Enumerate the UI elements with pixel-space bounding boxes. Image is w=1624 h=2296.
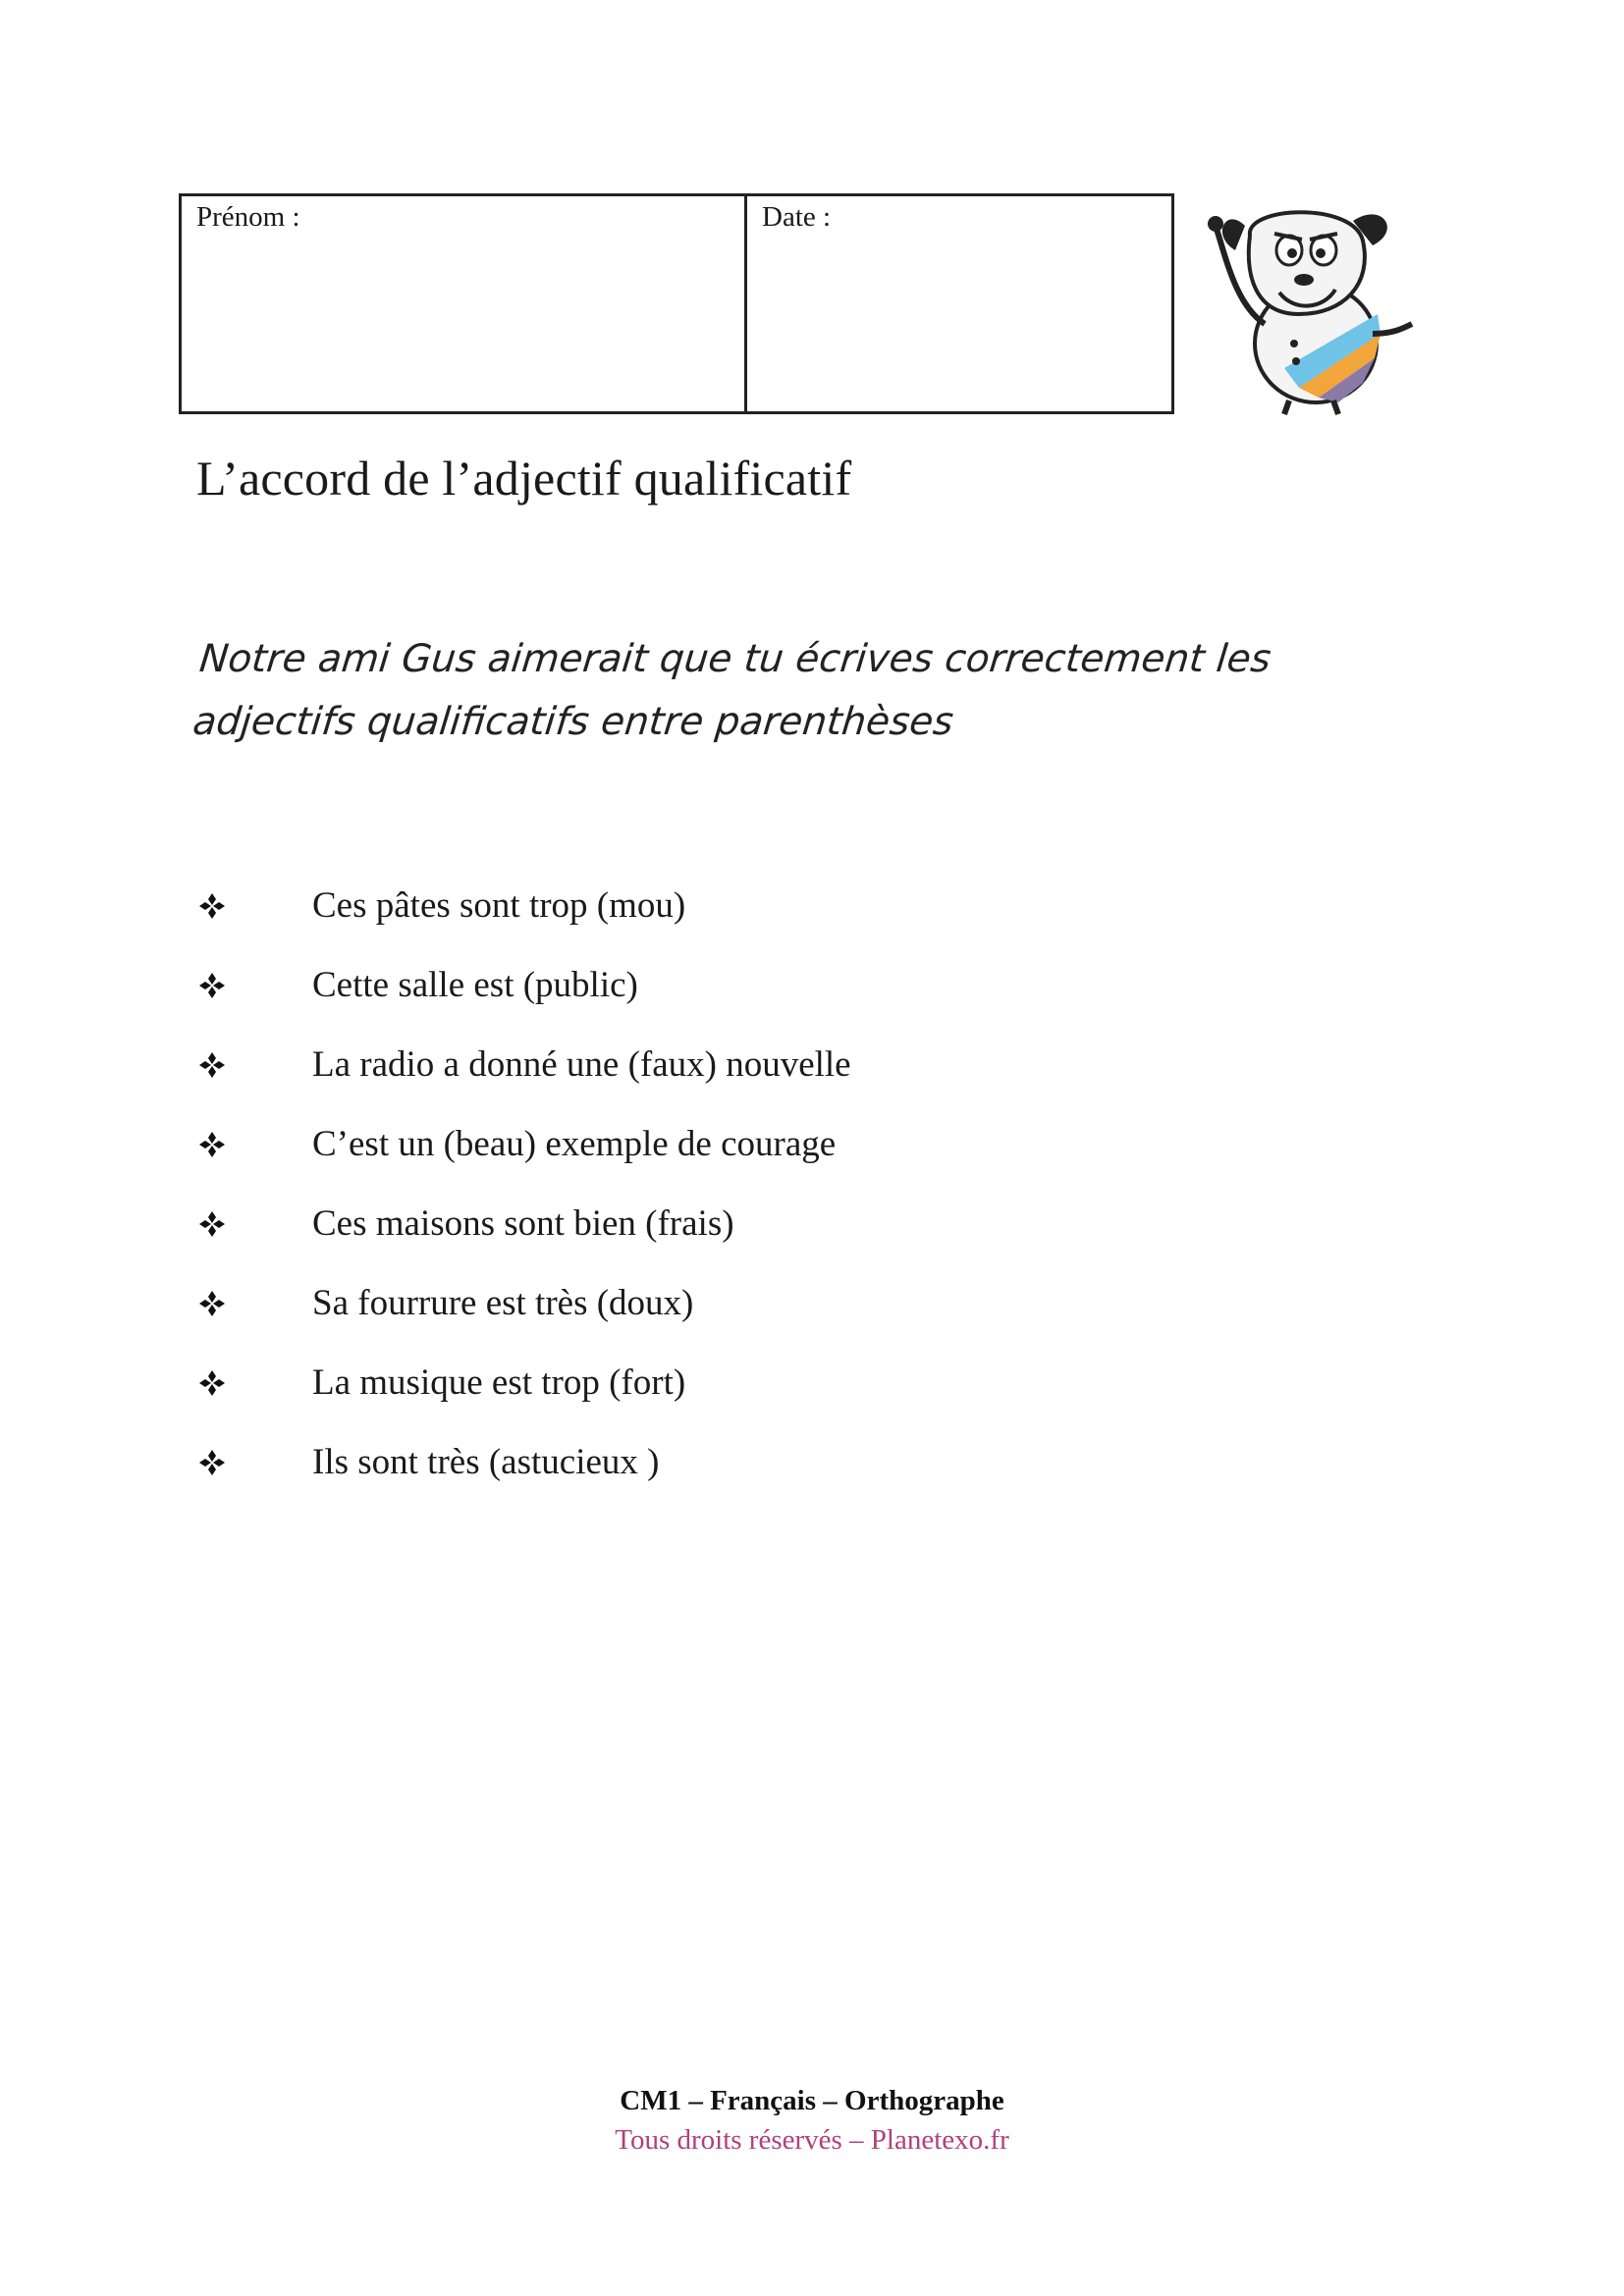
list-item <box>196 945 851 1025</box>
list-item <box>196 1184 851 1263</box>
exercise-sentence: La radio a donné une (faux) nouvelle <box>312 1044 851 1085</box>
page-title: L’accord de l’adjectif qualificatif <box>196 451 852 506</box>
list-item <box>196 866 851 945</box>
student-info-box <box>179 193 1174 414</box>
footer-subject: CM1 – Français – Orthographe <box>620 2085 1004 2116</box>
four-diamond-bullet-icon <box>198 892 226 920</box>
four-diamond-bullet-icon <box>198 1369 226 1397</box>
list-item <box>196 1263 851 1343</box>
list-item <box>196 1343 851 1422</box>
four-diamond-bullet-icon <box>198 1290 226 1317</box>
four-diamond-bullet-icon <box>198 972 226 999</box>
four-diamond-bullet-icon <box>198 1449 226 1476</box>
date-label: Date : <box>762 201 832 233</box>
instruction-text: Notre ami Gus aimerait que tu écrives correctement les adjectifs qualificatifs entre parenthèses <box>190 637 1273 744</box>
exercise-sentence: Sa fourrure est très (doux) <box>312 1283 694 1323</box>
four-diamond-bullet-icon <box>198 1210 226 1238</box>
exercise-sentence: Cette salle est (public) <box>312 965 638 1005</box>
name-label: Prénom : <box>196 201 300 233</box>
footer-rights: Tous droits réservés – Planetexo.fr <box>615 2124 1009 2156</box>
four-diamond-bullet-icon <box>198 1051 226 1079</box>
date-field[interactable] <box>747 196 1171 411</box>
exercise-sentence: C’est un (beau) exemple de courage <box>312 1124 837 1164</box>
gus-sheep-mascot-icon <box>1206 196 1417 417</box>
exercise-sentence: Ils sont très (astucieux ) <box>312 1442 660 1482</box>
four-diamond-bullet-icon <box>198 1131 226 1158</box>
list-item <box>196 1104 851 1184</box>
name-field[interactable] <box>182 196 747 411</box>
exercise-sentence: La musique est trop (fort) <box>312 1362 686 1403</box>
exercise-list <box>196 866 851 1502</box>
list-item <box>196 1025 851 1104</box>
exercise-sentence: Ces pâtes sont trop (mou) <box>312 885 686 926</box>
exercise-sentence: Ces maisons sont bien (frais) <box>312 1203 734 1244</box>
list-item <box>196 1422 851 1502</box>
